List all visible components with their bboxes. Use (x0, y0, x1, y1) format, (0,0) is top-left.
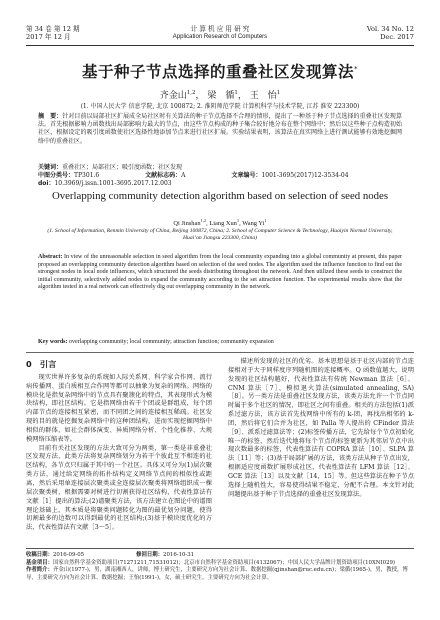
paragraph: 描述所发现的社区的优劣。基本思想是基于社区内部的节点连接相对于大于同样度序列随机图的连接概率。Q 函数值越大，说明发现的社区结构越好，代表性算法有传统 Newman 算法［6］、CNM 算法［7］、模拟退火算法(simulated annealing, SA)［8］。另一类方法是重叠社区发现方法，该类方法允许一个节点同时属于多个社区的情况，即社区之间有重叠。相关的方法包括(1)派系过滤方法，该方法首先找网络中所有的 k-团，再找出相邻的 k-团，然后将它们合并为社区，如 Palla 等人提出的 CFinder 算法［9］、派系过滤算法等；(2)标签传播方法，它先给每个节点初始化唯一的标签，然后迭代地将每个节点的标签更新为其邻居节点中出现次数最多的标签，代表性算法有 COPRA 算法［10］、SLPA 算法［11］等；(3)基于局部扩展的方法，该类方法从种子节点出发，根据适应度函数扩展形成社区，代表性算法有 LFM 算法［12］、GCE 算法［13］以及文献［14，15］等。但这些算法在种子节点选择上随机性大，容易使得结果不稳定，分配不合理。本文针对此问题提出基于种子节点选择的重叠社区发现算法。 (228, 358, 414, 498)
metadata-block (38, 164, 402, 189)
header-volume: Vol. 34 No. 12 Dec. 2017 (366, 25, 414, 41)
body-column-left (26, 358, 212, 533)
footnote-bio: 作者简介：齐金山(1977-)，男，湖南湘西人，讲师，博士研究生，主要研究方向为社会计算、数据挖掘(qjinshan@ruc.edu.cn)；梁循(1965-)，男，教授，博导，主要研究方向为社会计算、数据挖掘；王怡(1991-)，女，硕士研究生，主要研究方向为社会计算。 (26, 567, 408, 581)
journal-header (26, 22, 414, 46)
keywords-en: Key words: overlapping community; local community; attraction function; community expansion (38, 339, 274, 345)
section-heading: 0 引言 (26, 359, 57, 369)
paragraph: 现实世界许多复杂的系统如人际关系网、科学家合作网、流行病传播网、蛋白质相互合作网等都可以抽象为复杂的网络。网络的模块化是指复杂网络中的节点具有聚簇化的特点，其表现形式为模块结构，即社区结构。它是指网络由若干个团或是群组成，每个团内部节点的连接相互紧密，而不同团之间的连接相互稀疏。社区发现的目的就是挖掘复杂网络中的这种团结构，进而实现挖掘网络中相似的群体，如社会群体演变、异质网络分析、个性化推荐、大规模网络压缩表等。 (26, 373, 212, 443)
english-affiliation: (1. School of Information, Renmin University of China, Beijing 100872, China; 2. School of Computer Science & Technology, Huaiyin Normal University, Huai’an Jiangsu 223300, China) (47, 228, 393, 241)
english-authors: Qi Jinshan$^{1,2}$, Liang Xun$^1$, Wang Yi$^1$ (173, 218, 267, 228)
header-issue: 第 34 卷 第 12 期 2017 年 12 月 (26, 25, 80, 41)
footnote (26, 548, 414, 582)
keywords-cn: 关键词：重叠社区；局部社区；吸引度函数；社区发现 (38, 164, 183, 171)
title-footnote-mark: * (354, 64, 358, 73)
abstract-cn: 摘 要：针对目前以局部社区扩展成全局社区时有关算法的种子节点选择不合理的情形，提出了一种基于种子节点选择的重叠社区发现算法。首先根据影响力函数找出局部影响力最大的节点，由这些节点构成的种子集合较好地分布在整个网络中；然后以这些种子点构造初始社区，根据设定的吸引度函数使社区选择性地添加节点来进行社区扩展。实验结果表明，该算法在真实网络上进行测试能够有效地挖掘网络中的重叠社区。 (38, 113, 402, 145)
author-list: 齐金山$^{1,2}$， 梁 循$^1$， 王 怡$^1$ (159, 90, 281, 101)
abstract-en: Abstract: In view of the unreasonable selection in seed algorithm from the local community expanding into a global community at present, this paper proposed an overlapping community detection algorithm based on selection of the seed nodes. The algorithm used the influence function to find out the strongest nodes in local node influences, which structured the seeds distributing throughout the network. And then utilized these seeds to construct the initial community, selectively added nodes to expand the community according to the set attraction function. The experimental results show that the algorithm tested in a real network can effectively dig out overlapping community in the network. (38, 254, 403, 291)
english-title: Overlapping community detection algorithm based on selection of seed nodes (51, 190, 389, 202)
affiliation: (1. 中国人民大学 信息学院, 北京 100872; 2. 淮阴师范学院 计算机科学与技术学院, 江苏 淮安 223300) (80, 103, 360, 110)
footnote-dates: 收稿日期：2016-09-05 修回日期：2016-10-31 (26, 552, 195, 558)
classification-row: 中图分类号：TP301.6 文献标志码：A 文章编号：1001-3695(2017)12-3534-04 (38, 172, 349, 180)
paper-title: 基于种子节点选择的重叠社区发现算法* (81, 63, 358, 81)
header-journal: 计 算 机 应 用 研 究 Application Research of Computers (172, 25, 268, 40)
body-column-right (228, 358, 414, 500)
divider (26, 352, 414, 353)
doi: doi：10.3969/j.issn.1001-3695.2017.12.003 (38, 180, 172, 188)
footnote-fund: 基金项目：国家自然科学基金资助项目(71271211,71531012)；北京市自然科学基金资助项目(4132067)；中国人民大学品牌计划资助项目(10XNI029) (26, 559, 396, 566)
paragraph: 目前有关社区发现的方法大致可分为两类，第一类是非重叠社区发现方法，此类方法将复杂网络划分为若干个彼此互不相连的社区结构，各节点只归属于其中的一个社区。具体又可分为(1)层次聚类方法，通过给定网络的拓扑结构定义网络节点间的相似性或距离，然后采用单连接层次聚类或全连接层次聚类将网络组织成一棵层次聚类树，根据需要对树进行切割获得社区结构，代表性算法有文献［1］提出的算法;(2)谱聚类方法，该方法建立在图论中的谱图理论基础上，其本质是将聚类问题转化为图的最优划分问题，使得切割最多的边数可以得到最优的社区结构;(3)基于模块度优化的方法，代表性算法有文献［3～5］。 (26, 444, 212, 532)
